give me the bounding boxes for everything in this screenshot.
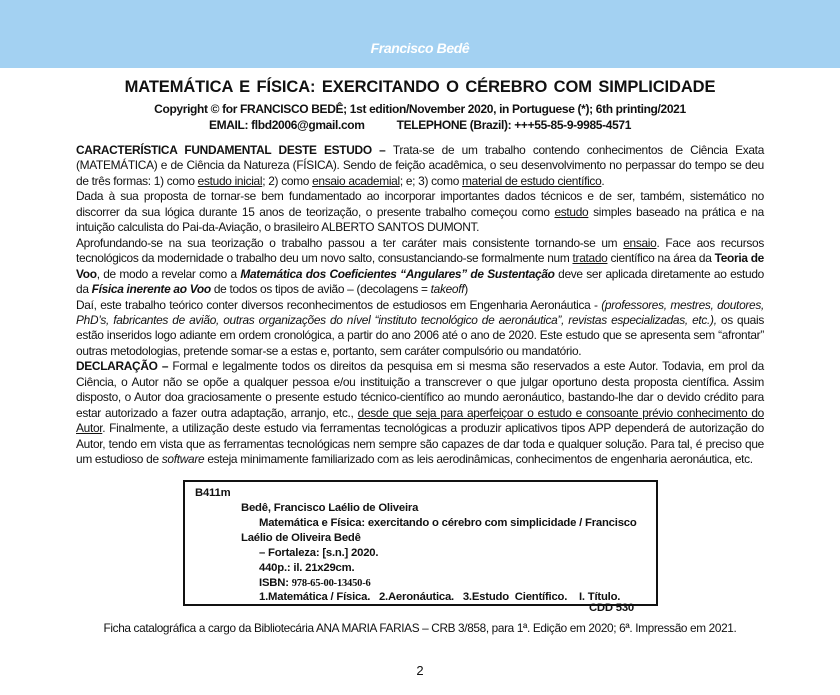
catalog-caption: Ficha catalográfica a cargo da Bibliotecária ANA MARIA FARIAS – CRB 3/858, para 1ª. Edição em 2020; 6ª. Impressão em 2021. bbox=[103, 621, 737, 635]
underlined-text: desde que seja para aperfeiçoar o estudo e consoante prévio conhecimento do Autor bbox=[76, 405, 764, 436]
isbn-label: ISBN: bbox=[259, 577, 289, 589]
page-header bbox=[0, 0, 840, 68]
emphasized-text: Matemática dos Coeficientes “Angulares” de Sustentação bbox=[240, 266, 555, 281]
underlined-text: ensaio bbox=[623, 235, 657, 250]
paragraph-proposal bbox=[76, 189, 764, 235]
underlined-text: tratado bbox=[572, 251, 608, 266]
text-run: Daí, este trabalho teórico conter diversos reconhecimentos de estudiosos em Engenharia Aeronáutica - bbox=[76, 297, 602, 312]
isbn-value: 978-65-00-13450-6 bbox=[291, 578, 371, 589]
text-run: deve ser aplicada diretamente ao estudo da bbox=[76, 266, 764, 297]
contact-line bbox=[0, 118, 840, 132]
catalog-code: B411m bbox=[195, 487, 231, 499]
catalog-subjects: 1.Matemática / Física. 2.Aeronáutica. 3.Estudo Científico. I. Título. bbox=[259, 591, 621, 603]
catalog-card bbox=[183, 480, 658, 614]
text-run: Formal e legalmente todos os direitos da pesquisa em si mesma são reservados a este Autor. Todavia, em prol da Ciência, o Autor não se opõe a qualquer pessoa e/ou instituição a transcrever o que julgar oportuno desta proposta científica. Assim disposto, o Autor doa graciosamente o presente estudo técnico-científico ao mundo aeronáutico, bastando-lhe dar o devido crédito para estar autorizado a fazer outra adaptação, arranjo, etc., bbox=[76, 359, 764, 420]
text-run: esteja minimamente familiarizado com as leis aerodinâmicas, conhecimentos de engenharia aeronáutica, etc. bbox=[204, 452, 753, 467]
text-run: de todos os tipos de avião – (decolagens = bbox=[210, 282, 431, 297]
text-run: Aprofundando-se na sua teorização o trabalho passou a ter caráter mais consistente tornando-se um bbox=[76, 235, 624, 250]
emphasized-text: (professores, mestres, doutores, PhD’s, fabricantes de avião, outras organizações do nível “instituto tecnológico de aeronáutica”, revistas especializadas, etc.), bbox=[76, 297, 764, 327]
text-run: . bbox=[601, 173, 605, 188]
emphasized-text: CARACTERÍSTICA FUNDAMENTAL DESTE ESTUDO – bbox=[76, 143, 393, 157]
emphasized-text: DECLARAÇÃO – bbox=[76, 359, 173, 374]
catalog-title-line2: Laélio de Oliveira Bedê bbox=[241, 532, 361, 544]
catalog-title-line1: Matemática e Física: exercitando o cérebro com simplicidade / Francisco bbox=[259, 517, 637, 529]
text-run: Dada à sua proposta de tornar-se bem fundamentado ao incorporar importantes dados técnicos e de ser, também, sistemático no discorrer da sua lógica durante 15 anos de teorização, o presente trabalho começou como bbox=[76, 189, 764, 219]
catalog-place: – Fortaleza: [s.n.] 2020. bbox=[259, 547, 379, 559]
text-run: , de modo a revelar como a bbox=[96, 266, 241, 281]
text-run: científico na área da bbox=[607, 251, 715, 266]
header-author: Francisco Bedê bbox=[370, 40, 470, 56]
copyright-line: Copyright © for FRANCISCO BEDÊ; 1st edition/November 2020, in Portuguese (*); 6th printing/2021 bbox=[154, 102, 686, 116]
text-run: . Finalmente, a utilização deste estudo via ferramentas tecnológicas a produzir aplicativos tipos APP dependerá de autorização do Autor, tendo em vista que as ferramentas tecnológicas nem sempre são capazes de dar toda e qualquer solução. Para tal, é preciso que um estudioso de bbox=[76, 421, 764, 467]
paragraph-declaration bbox=[76, 359, 764, 467]
book-title: MATEMÁTICA E FÍSICA: EXERCITANDO O CÉREBRO COM SIMPLICIDADE bbox=[124, 78, 716, 96]
catalog-pages: 440p.: il. 21x29cm. bbox=[259, 562, 355, 574]
text-run: ) bbox=[464, 282, 468, 297]
paragraph-recognitions bbox=[76, 298, 764, 360]
emphasized-text: Teoria de Voo bbox=[76, 251, 764, 281]
text-run: ; 2) como bbox=[262, 173, 313, 188]
email: EMAIL: flbd2006@gmail.com bbox=[208, 118, 365, 132]
text-run: os quais estão inseridos logo adiante em ordem cronológica, a partir do ano 2006 até o ano de 2020. Este estudo que se apresenta sem “afrontar” outras metodologias, pretende somar-se a estas e, portanto, sem caráter compulsório ou mandatório. bbox=[76, 312, 764, 358]
underlined-text: estudo bbox=[554, 204, 589, 219]
emphasized-text: Física inerente ao Voo bbox=[91, 282, 211, 297]
catalog-author: Bedê, Francisco Laélio de Oliveira bbox=[241, 502, 419, 514]
text-run: ; e; 3) como bbox=[399, 173, 463, 188]
text-run: Trata-se de um trabalho contendo conhecimentos de Ciência Exata (MATEMÁTICA) e de Ciência da Natureza (FÍSICA). Sendo de feição acadêmica, o seu desenvolvimento no perpassar do tempo se deu de três formas: 1) como bbox=[76, 143, 765, 188]
emphasized-text: takeoff bbox=[430, 282, 465, 297]
text-run: . Face aos recursos tecnológicos da modernidade o trabalho deu um novo salto, consustanciando-se formalmente num bbox=[76, 235, 764, 266]
emphasized-text: software bbox=[161, 452, 205, 467]
underlined-text: ensaio academial bbox=[312, 173, 400, 188]
underlined-text: material de estudo científico bbox=[462, 173, 602, 188]
paragraph-deepening bbox=[76, 236, 764, 298]
telephone: TELEPHONE (Brazil): +++55-85-9-9985-4571 bbox=[396, 118, 632, 132]
text-run: simples baseado na prática e na intuição calculista do Pai-da-Aviação, o brasileiro ALBERTO SANTOS DUMONT. bbox=[76, 204, 764, 235]
page-number: 2 bbox=[416, 663, 424, 678]
paragraph-characteristic bbox=[76, 143, 764, 189]
catalog-cdd: CDD 530 bbox=[588, 602, 634, 614]
body-text bbox=[76, 143, 764, 468]
underlined-text: estudo inicial bbox=[197, 173, 263, 188]
